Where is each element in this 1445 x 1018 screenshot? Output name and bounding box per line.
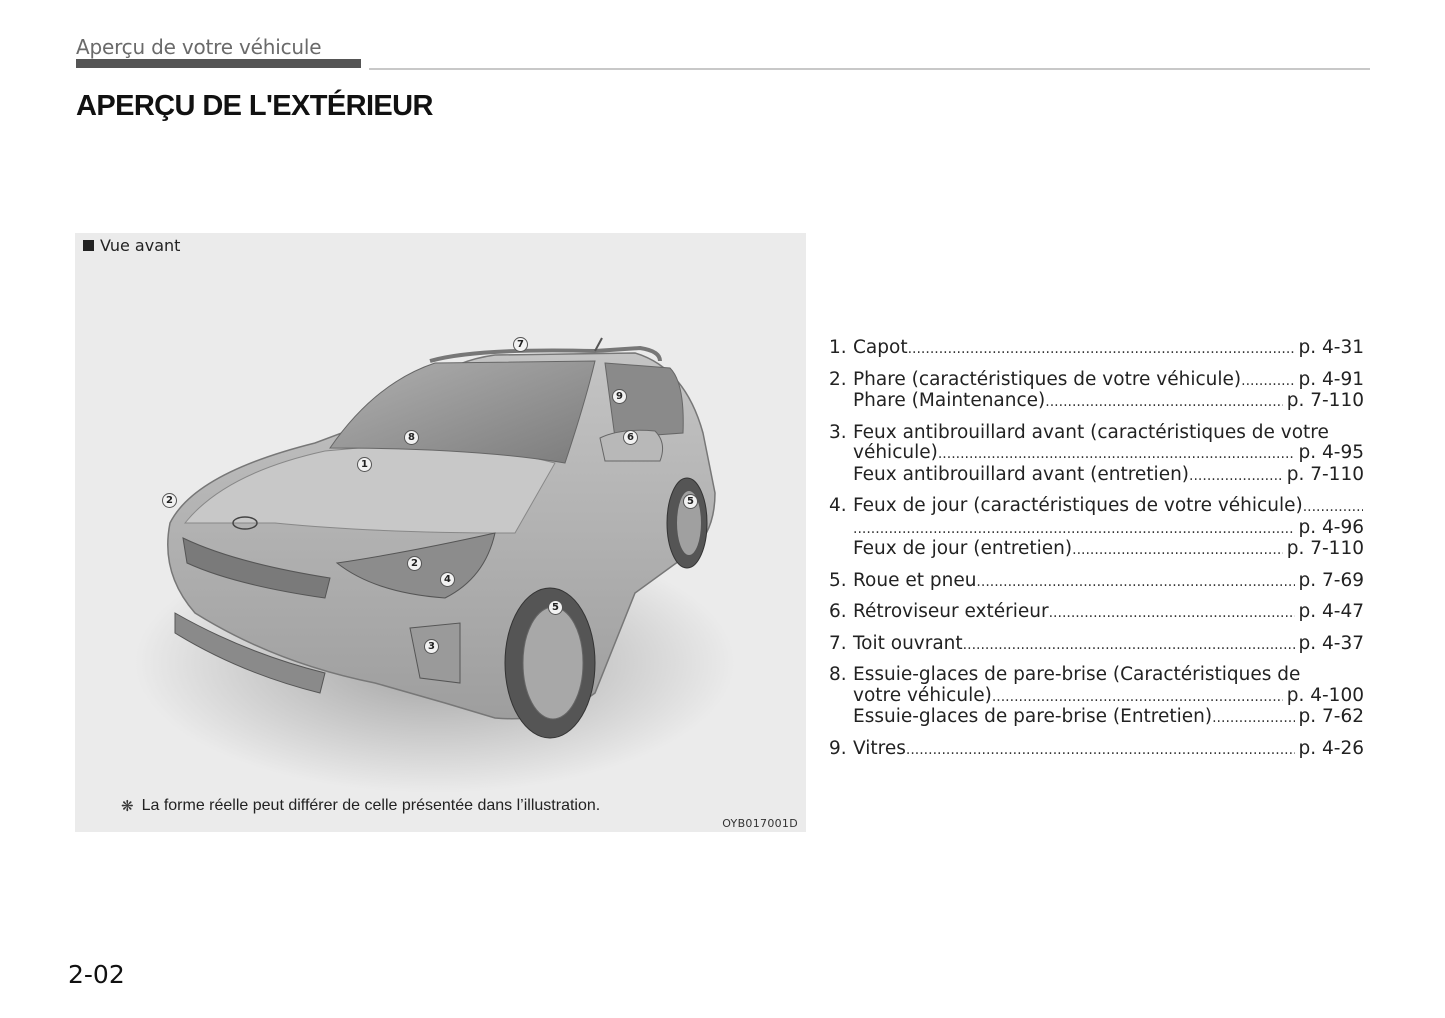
figure-note-text: La forme réelle peut différer de celle présentée dans l’illustration. — [141, 797, 601, 814]
page-reference: p. 7-110 — [1286, 390, 1364, 411]
page-title: APERÇU DE L'EXTÉRIEUR — [76, 90, 433, 122]
dot-leader — [1049, 603, 1295, 624]
legend-text: Feux de jour (entretien) — [853, 538, 1073, 559]
legend-line — [829, 496, 1364, 518]
page-reference: p. 4-26 — [1298, 737, 1364, 759]
legend-line — [829, 443, 1364, 465]
legend-number: 6. — [829, 601, 847, 622]
section-header — [76, 34, 321, 60]
dot-leader — [1241, 371, 1294, 392]
component-legend — [829, 338, 1364, 770]
dot-leader — [906, 740, 1295, 761]
page-number: 2-02 — [68, 960, 125, 989]
dot-leader — [1045, 392, 1282, 413]
callout-marker-7: 7 — [513, 337, 528, 352]
callout-marker-4: 4 — [440, 572, 455, 587]
legend-text: Toit ouvrant — [853, 632, 963, 654]
legend-item — [829, 665, 1364, 729]
legend-text: Vitres — [853, 737, 906, 759]
legend-line — [829, 518, 1364, 540]
legend-line — [829, 370, 1364, 392]
dot-leader — [963, 635, 1295, 656]
callout-marker-6: 6 — [623, 430, 638, 445]
legend-line — [829, 665, 1364, 686]
legend-line — [829, 707, 1364, 729]
page-reference: p. 4-31 — [1298, 337, 1364, 358]
vehicle-front-view-figure — [75, 233, 806, 832]
dot-leader — [1072, 540, 1283, 561]
callout-marker-2: 2 — [162, 493, 177, 508]
legend-item — [829, 602, 1364, 624]
page-reference: p. 4-47 — [1298, 601, 1364, 622]
legend-number: 4. — [829, 495, 847, 516]
legend-text: votre véhicule) — [853, 684, 992, 706]
section-title: Aperçu de votre véhicule — [76, 35, 322, 59]
legend-text: Rétroviseur extérieur — [853, 601, 1049, 622]
legend-number: 5. — [829, 569, 847, 591]
legend-item — [829, 423, 1364, 487]
page-reference: p. 7-110 — [1286, 538, 1364, 559]
legend-line — [829, 634, 1364, 656]
legend-line — [829, 423, 1364, 444]
legend-text: Feux antibrouillard avant (entretien) — [853, 463, 1190, 485]
legend-number: 9. — [829, 737, 847, 759]
page-reference: p. 4-95 — [1298, 442, 1364, 463]
legend-line — [829, 391, 1364, 413]
page-reference: p. 4-37 — [1298, 632, 1364, 654]
legend-text: véhicule) — [853, 442, 938, 463]
legend-number: 8. — [829, 664, 847, 685]
legend-number: 1. — [829, 337, 847, 358]
figure-code: OYB017001D — [722, 817, 798, 830]
legend-item — [829, 571, 1364, 593]
legend-text: Roue et pneu — [853, 569, 977, 591]
dot-leader — [976, 572, 1294, 593]
dot-leader — [938, 444, 1295, 465]
legend-item — [829, 370, 1364, 413]
legend-line — [829, 602, 1364, 624]
dot-leader — [992, 687, 1283, 708]
dot-leader — [908, 339, 1295, 360]
legend-text: Essuie-glaces de pare-brise (Caractéristiques de — [853, 664, 1301, 685]
car-illustration — [75, 233, 806, 832]
legend-item — [829, 634, 1364, 656]
callout-marker-5: 5 — [683, 494, 698, 509]
legend-item — [829, 338, 1364, 360]
page-reference: p. 7-110 — [1286, 463, 1364, 485]
legend-text: Phare (caractéristiques de votre véhicule) — [853, 368, 1242, 390]
callout-marker-3: 3 — [424, 639, 439, 654]
legend-line — [829, 686, 1364, 708]
legend-line — [829, 465, 1364, 487]
dot-leader — [1212, 708, 1294, 729]
legend-number: 3. — [829, 421, 847, 443]
callout-marker-9: 9 — [612, 389, 627, 404]
section-bar — [76, 59, 361, 68]
legend-number: 2. — [829, 368, 847, 390]
page-reference: p. 7-69 — [1298, 569, 1364, 591]
page-reference: p. 4-100 — [1286, 684, 1364, 706]
callout-marker-8: 8 — [404, 430, 419, 445]
legend-item — [829, 496, 1364, 561]
legend-line — [829, 571, 1364, 593]
legend-text: Phare (Maintenance) — [853, 390, 1046, 411]
figure-note — [121, 797, 600, 815]
asterisk-icon: ❋ — [121, 798, 134, 815]
legend-text: Essuie-glaces de pare-brise (Entretien) — [853, 706, 1213, 727]
legend-text: Feux antibrouillard avant (caractéristiques de votre — [853, 421, 1329, 443]
figure-label-text: Vue avant — [100, 236, 181, 255]
legend-line — [829, 539, 1364, 561]
section-divider — [369, 68, 1370, 70]
page-reference: p. 7-62 — [1298, 706, 1364, 727]
callout-marker-2: 2 — [407, 556, 422, 571]
legend-text: Feux de jour (caractéristiques de votre véhicule) — [853, 495, 1303, 516]
legend-text: Capot — [853, 337, 908, 358]
legend-item — [829, 739, 1364, 761]
callout-marker-5: 5 — [548, 600, 563, 615]
dot-leader — [1189, 466, 1283, 487]
legend-line — [829, 739, 1364, 761]
callout-marker-1: 1 — [357, 457, 372, 472]
legend-line — [829, 338, 1364, 360]
dot-leader — [853, 519, 1295, 540]
page-reference: p. 4-91 — [1298, 368, 1364, 390]
dot-leader — [1303, 497, 1363, 518]
legend-number: 7. — [829, 632, 847, 654]
page-reference: p. 4-96 — [1298, 516, 1364, 538]
